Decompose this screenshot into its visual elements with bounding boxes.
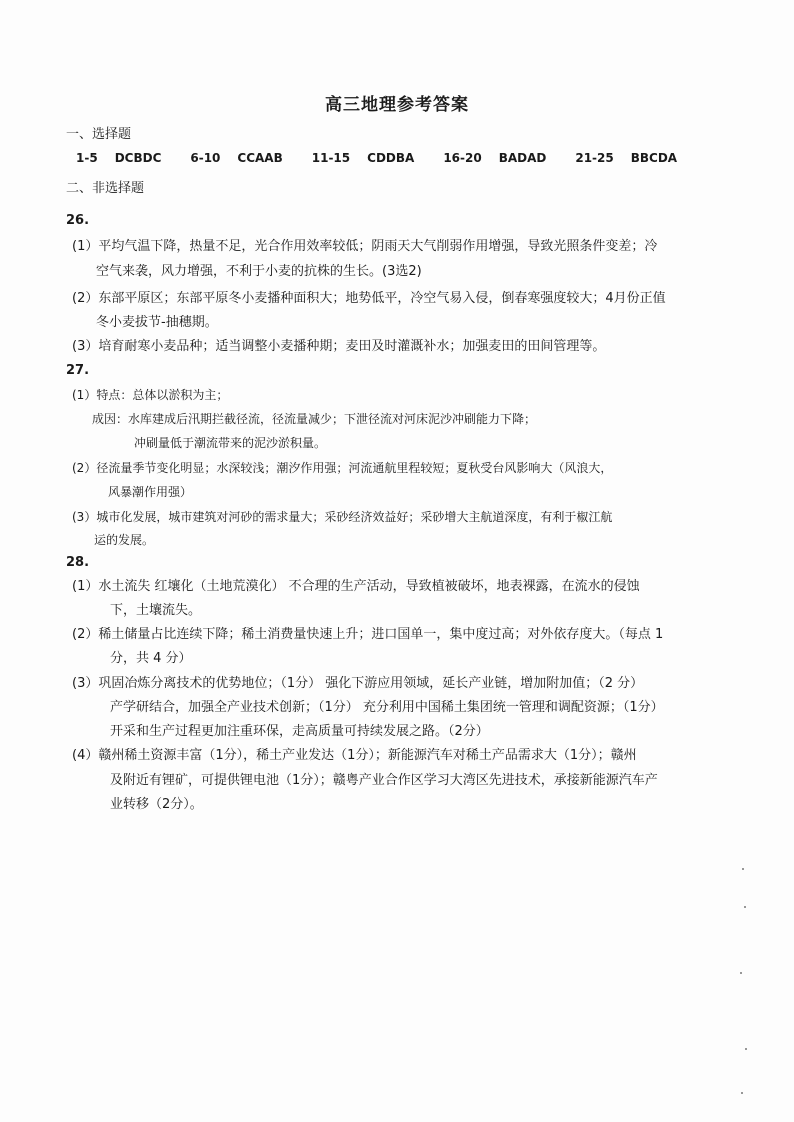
scan-speck [742,868,744,870]
section-heading-nonchoice: 二、非选择题 [66,181,145,196]
q28-answer-4-line-1: (4）赣州稀土资源丰富（1分），稀土产业发达（1分）；新能源汽车对稀土产品需求大（1分）；赣州 [72,748,637,763]
q28-answer-4-line-2: 及附近有锂矿，可提供锂电池（1分）；赣粤产业合作区学习大湾区先进技术，承接新能源汽车产 [110,773,658,788]
q28-answer-3-line-3: 开采和生产过程更加注重环保，走高质量可持续发展之路。（2分） [110,724,489,739]
scan-speck [740,972,742,974]
question-number-27: 27. [66,363,90,378]
q26-answer-1-line-2: 空气来袭，风力增强，不利于小麦的抗株的生长。(3选2) [96,264,422,279]
question-number-26: 26. [66,213,90,228]
q27-answer-3-line-2: 运的发展。 [94,533,155,547]
q27-answer-3-line-1: (3）城市化发展，城市建筑对河砂的需求量大；采砂经济效益好；采砂增大主航道深度，有利于椒江航 [72,510,613,524]
scan-speck [745,1048,747,1050]
q26-answer-2-line-1: (2）东部平原区；东部平原冬小麦播种面积大；地势低平，冷空气易入侵，倒春寒强度较大；4月份正值 [72,291,666,306]
q27-answer-1-line-1: (1）特点：总体以淤积为主； [72,388,229,402]
answer-key: BADAD [498,151,547,165]
answer-key: BBCDA [630,151,678,165]
q26-answer-1-line-1: (1）平均气温下降，热量不足，光合作用效率较低；阴雨天大气削弱作用增强，导致光照条件变差；冷 [72,239,658,254]
question-number-28: 28. [66,555,90,570]
q28-answer-2-line-1: (2）稀土储量占比连续下降；稀土消费量快速上升；进口国单一，集中度过高；对外依存度大。（每点 1 [72,627,664,642]
q27-answer-2-line-2: 风暴潮作用强） [108,485,193,499]
q28-answer-1-line-1: (1）水土流失 红壤化（土地荒漠化） 不合理的生产活动，导致植被破坏，地表裸露，在流水的侵蚀 [72,579,640,594]
answer-range: 1-5 [76,151,98,165]
answer-range: 16-20 [443,151,482,165]
scan-speck [741,1092,743,1094]
answer-key: CCAAB [237,151,283,165]
q28-answer-2-line-2: 分，共 4 分） [110,651,192,666]
q26-answer-3-line-1: (3）培育耐寒小麦品种；适当调整小麦播种期；麦田及时灌溉补水；加强麦田的田间管理等。 [72,339,606,354]
q27-answer-1-line-2: 成因：水库建成后汛期拦截径流，径流量减少；下泄径流对河床泥沙冲刷能力下降； [92,412,537,426]
answer-key: DCBDC [114,151,162,165]
scan-speck [744,906,746,908]
q26-answer-2-line-2: 冬小麦拔节-抽穗期。 [96,315,218,330]
section-heading-choice: 一、选择题 [66,127,132,142]
q28-answer-1-line-2: 下，土壤流失。 [110,603,202,618]
answer-range: 21-25 [575,151,614,165]
q27-answer-1-line-3: 冲刷量低于潮流带来的泥沙淤积量。 [134,436,327,450]
choice-answers-row [76,151,694,165]
q28-answer-4-line-3: 业转移（2分）。 [110,797,203,812]
page-title: 高三地理参考答案 [325,95,469,115]
q28-answer-3-line-2: 产学研结合，加强全产业技术创新；（1分） 充分利用中国稀土集团统一管理和调配资源；（1分） [110,700,664,715]
answer-range: 6-10 [190,151,221,165]
q27-answer-2-line-1: (2）径流量季节变化明显；水深较浅；潮汐作用强；河流通航里程较短；夏秋受台风影响大（风浪大， [72,461,613,475]
answer-key: CDDBA [367,151,415,165]
answer-range: 11-15 [311,151,351,165]
q28-answer-3-line-1: (3）巩固冶炼分离技术的优势地位；（1分） 强化下游应用领域，延长产业链，增加附加值；（2 分） [72,676,644,691]
